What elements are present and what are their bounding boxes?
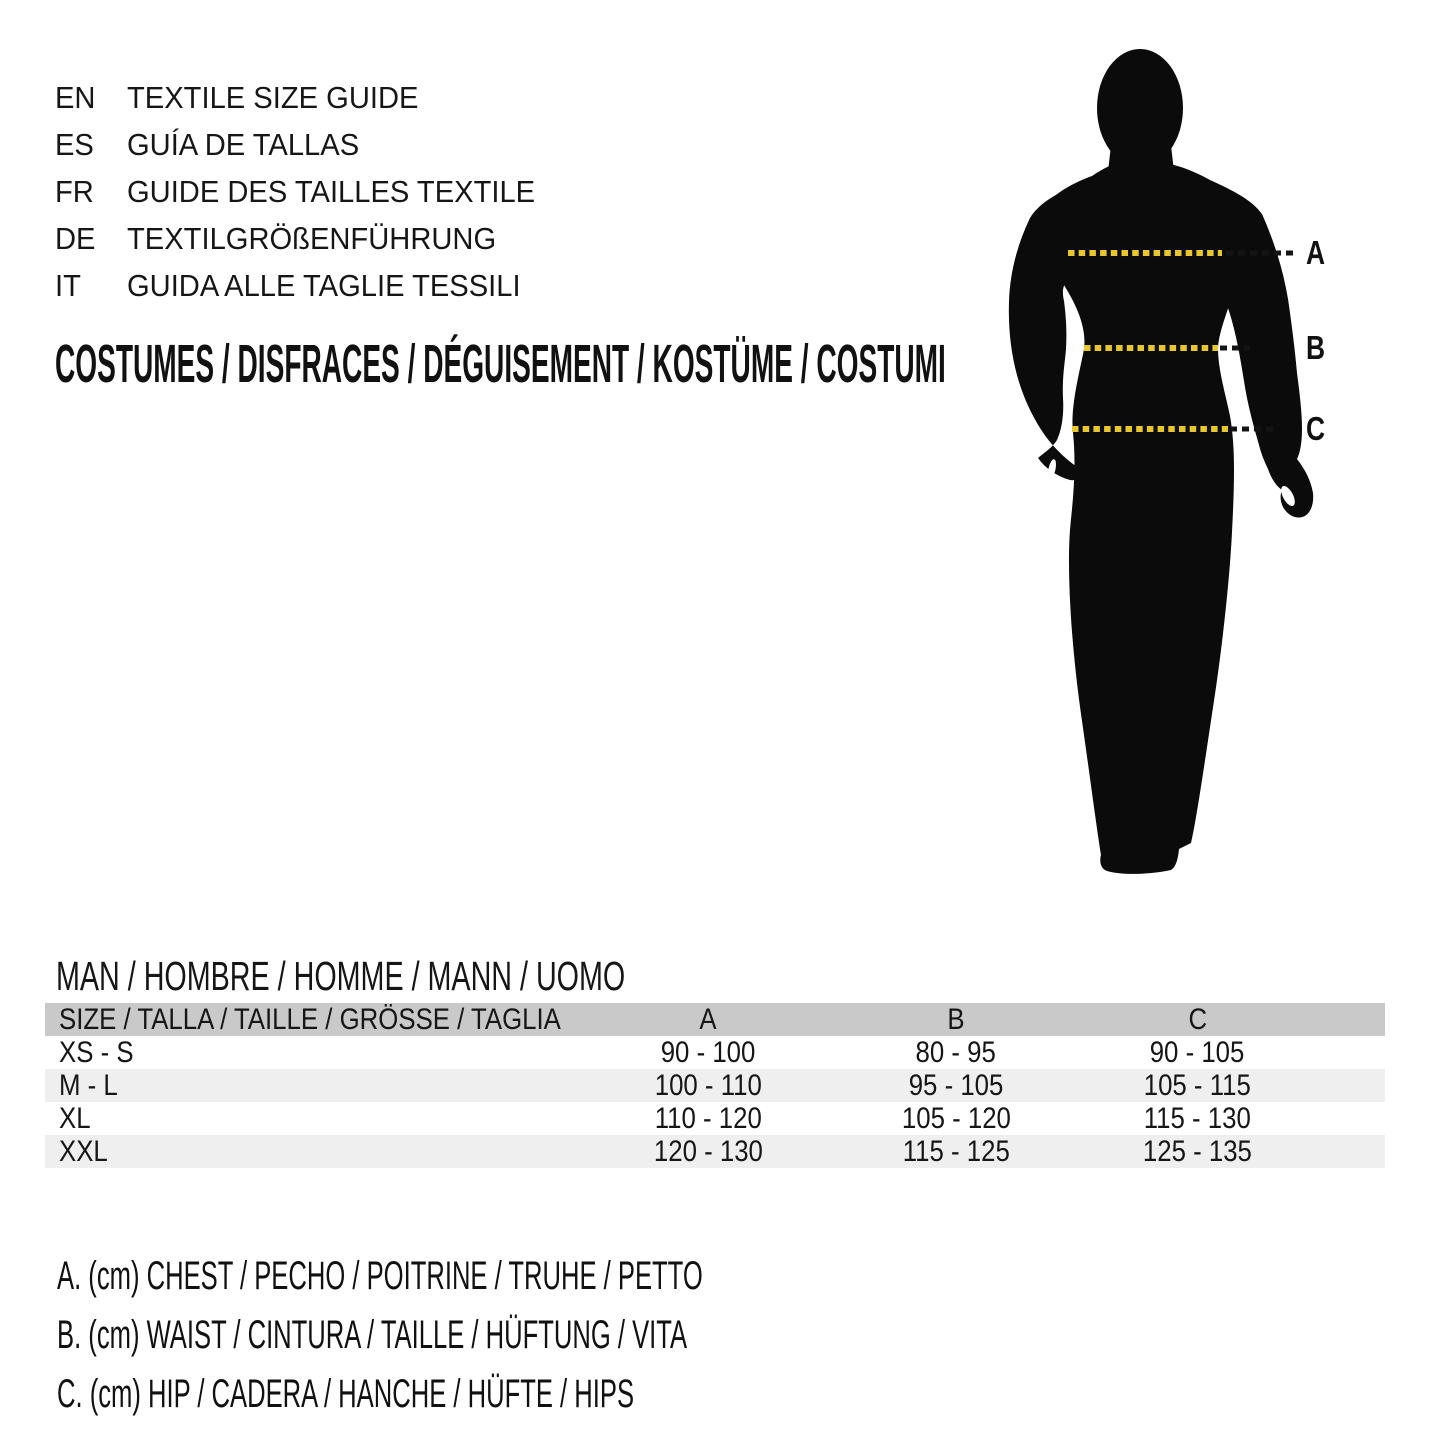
- section-heading-man: MAN / HOMBRE / HOMME / MANN / UOMO: [56, 953, 626, 999]
- hip-range: 90 - 105: [1150, 1035, 1245, 1069]
- measure-label-c: C: [1306, 410, 1326, 447]
- table-row-xxl: [45, 1135, 1385, 1168]
- hip-range: 125 - 135: [1142, 1134, 1252, 1168]
- header-size-label: SIZE / TALLA / TAILLE / GRÖSSE / TAGLIA: [59, 1002, 561, 1036]
- table-row-m-l: [45, 1069, 1385, 1102]
- header-col-b: B: [947, 1002, 965, 1036]
- language-title: GUIDA ALLE TAGLIE TESSILI: [127, 267, 521, 303]
- measure-label-b: B: [1306, 329, 1326, 366]
- legend-waist: B. (cm) WAIST / CINTURA / TAILLE / HÜFTUNG / VITA: [57, 1313, 688, 1357]
- language-title: TEXTILGRÖßENFÜHRUNG: [127, 220, 497, 256]
- size-value: XL: [59, 1101, 91, 1135]
- chest-range: 90 - 100: [660, 1035, 756, 1069]
- size-value: M - L: [59, 1068, 118, 1102]
- chest-range: 110 - 120: [654, 1101, 762, 1135]
- chest-range: 100 - 110: [654, 1068, 762, 1102]
- language-code: IT: [55, 267, 81, 303]
- hip-range: 105 - 115: [1143, 1068, 1251, 1102]
- language-code: ES: [55, 126, 94, 162]
- waist-range: 105 - 120: [901, 1101, 1011, 1135]
- size-table-header: [45, 1003, 1385, 1036]
- waist-range: 115 - 125: [902, 1134, 1010, 1168]
- size-value: XS - S: [59, 1035, 134, 1069]
- language-code: DE: [55, 220, 96, 256]
- language-code: FR: [55, 173, 94, 209]
- language-code: EN: [55, 79, 96, 115]
- language-title: TEXTILE SIZE GUIDE: [127, 79, 419, 115]
- chest-range: 120 - 130: [653, 1134, 763, 1168]
- waist-range: 80 - 95: [916, 1035, 997, 1069]
- hip-range: 115 - 130: [1143, 1101, 1251, 1135]
- category-heading: COSTUMES / DISFRACES / DÉGUISEMENT / KOSTÜME / COSTUMI: [55, 334, 946, 394]
- measure-label-a: A: [1306, 234, 1326, 271]
- header-col-a: A: [699, 1002, 717, 1036]
- size-value: XXL: [59, 1134, 108, 1168]
- language-title: GUÍA DE TALLAS: [127, 126, 360, 162]
- legend-hip: C. (cm) HIP / CADERA / HANCHE / HÜFTE / HIPS: [57, 1372, 635, 1416]
- header-col-c: C: [1188, 1002, 1207, 1036]
- legend-chest: A. (cm) CHEST / PECHO / POITRINE / TRUHE / PETTO: [57, 1254, 703, 1298]
- size-table: [45, 1003, 1385, 1168]
- waist-range: 95 - 105: [908, 1068, 1004, 1102]
- language-title: GUIDE DES TAILLES TEXTILE: [127, 173, 536, 209]
- table-row-xl: [45, 1102, 1385, 1135]
- measurement-legend: [57, 1247, 1066, 1424]
- table-row-xs-s: [45, 1036, 1385, 1069]
